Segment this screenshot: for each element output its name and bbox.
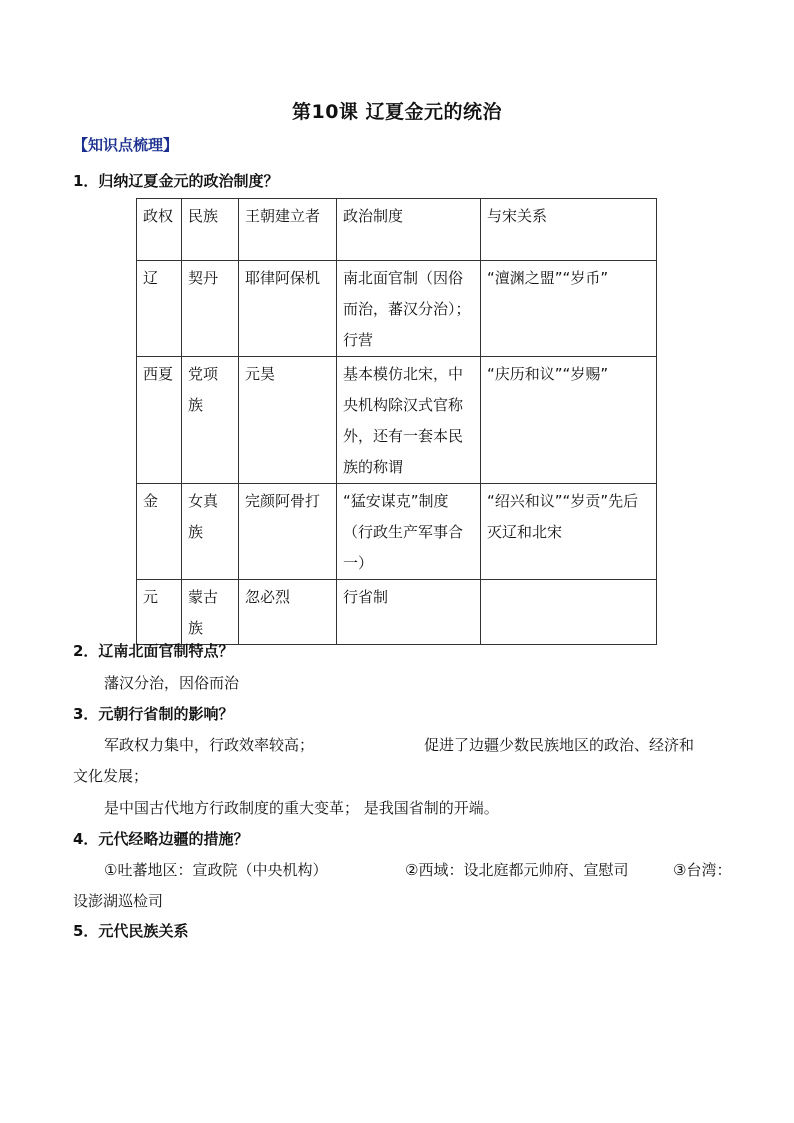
table-header-cell: 王朝建立者 bbox=[239, 199, 337, 261]
regime-table bbox=[136, 198, 657, 645]
answer-4-western-regions: ②西域：设北庭都元帅府、宣慰司 bbox=[405, 861, 629, 879]
table-cell bbox=[481, 580, 657, 645]
table-cell: 耶律阿保机 bbox=[239, 261, 337, 357]
answer-3-line-2: 文化发展； bbox=[73, 767, 149, 785]
answer-3-line-3: 是中国古代地方行政制度的重大变革； 是我国省制的开端。 bbox=[104, 799, 499, 817]
table-header-cell: 与宋关系 bbox=[481, 199, 657, 261]
table-cell: 党项族 bbox=[182, 357, 239, 484]
table-row bbox=[137, 357, 657, 484]
table-cell: “猛安谋克”制度（行政生产军事合一） bbox=[337, 484, 481, 580]
table-cell: 女真族 bbox=[182, 484, 239, 580]
table-header-cell: 政治制度 bbox=[337, 199, 481, 261]
table-cell: 西夏 bbox=[137, 357, 182, 484]
table-cell: 南北面官制（因俗而治，蕃汉分治）；行营 bbox=[337, 261, 481, 357]
table-cell: 基本模仿北宋，中央机构除汉式官称外，还有一套本民族的称谓 bbox=[337, 357, 481, 484]
table-cell: 忽必烈 bbox=[239, 580, 337, 645]
table-cell: 行省制 bbox=[337, 580, 481, 645]
table-header-cell: 政权 bbox=[137, 199, 182, 261]
question-5: 5．元代民族关系 bbox=[73, 922, 189, 940]
question-2: 2．辽南北面官制特点？ bbox=[73, 642, 234, 660]
table-header-cell: 民族 bbox=[182, 199, 239, 261]
table-cell: 元 bbox=[137, 580, 182, 645]
table-cell: 完颜阿骨打 bbox=[239, 484, 337, 580]
question-3: 3．元朝行省制的影响？ bbox=[73, 705, 234, 723]
page-title: 第10课 辽夏金元的统治 bbox=[291, 101, 503, 123]
table-cell: 辽 bbox=[137, 261, 182, 357]
table-header-row bbox=[137, 199, 657, 261]
question-4: 4．元代经略边疆的措施？ bbox=[73, 830, 249, 848]
table-row bbox=[137, 484, 657, 580]
table-cell: 蒙古族 bbox=[182, 580, 239, 645]
answer-4-taiwan: ③台湾： bbox=[673, 861, 732, 879]
answer-4-line-2: 设澎湖巡检司 bbox=[73, 892, 164, 910]
table-cell: 金 bbox=[137, 484, 182, 580]
table-cell: “澶渊之盟”“岁币” bbox=[481, 261, 657, 357]
table-cell: 契丹 bbox=[182, 261, 239, 357]
section-heading: 【知识点梳理】 bbox=[73, 136, 179, 154]
table-cell: 元昊 bbox=[239, 357, 337, 484]
answer-3-part-a: 军政权力集中，行政效率较高； bbox=[104, 736, 315, 754]
table-cell: “绍兴和议”“岁贡”先后灭辽和北宋 bbox=[481, 484, 657, 580]
answer-2: 藩汉分治，因俗而治 bbox=[104, 674, 240, 692]
table-row bbox=[137, 580, 657, 645]
table-row bbox=[137, 261, 657, 357]
table-cell: “庆历和议”“岁赐” bbox=[481, 357, 657, 484]
question-1: 1．归纳辽夏金元的政治制度？ bbox=[73, 172, 279, 190]
answer-3-part-b: 促进了边疆少数民族地区的政治、经济和 bbox=[424, 736, 695, 754]
answer-4-tibet: ①吐蕃地区：宣政院（中央机构） bbox=[104, 861, 328, 879]
